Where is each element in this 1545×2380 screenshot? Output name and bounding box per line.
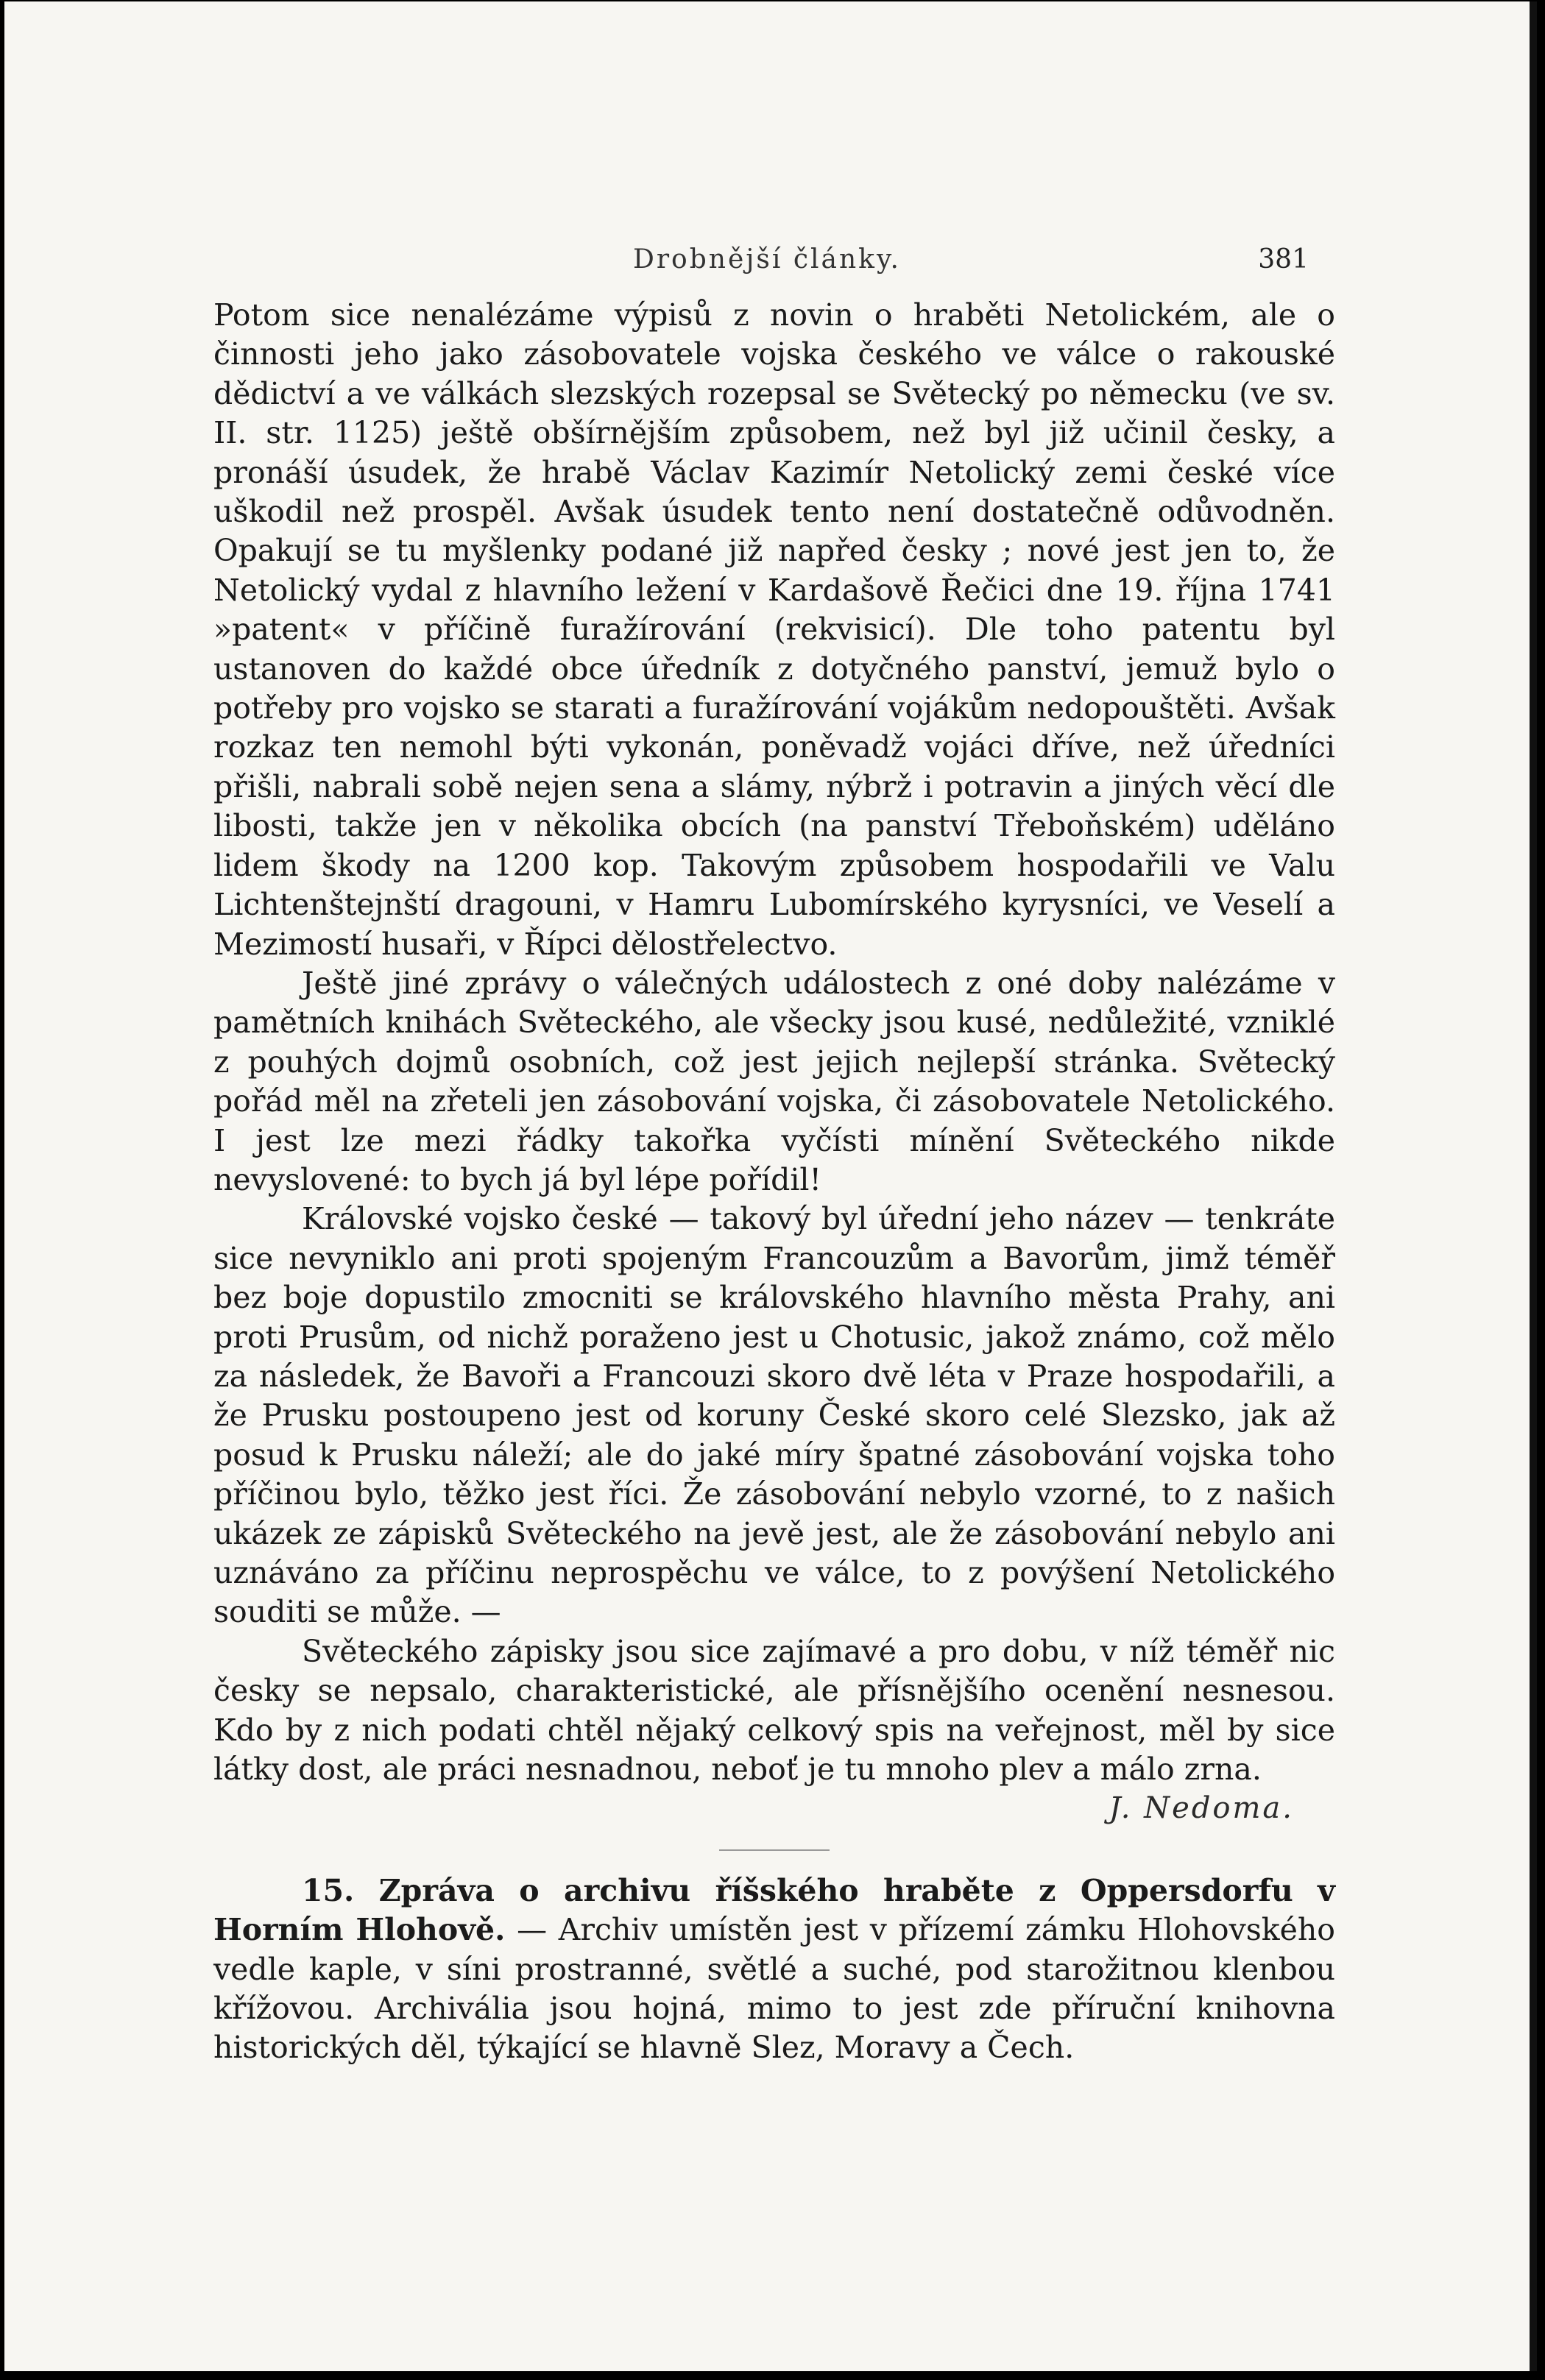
running-head <box>4 244 1530 288</box>
paragraph-4: Světeckého zápisky jsou sice zajímavé a pro dobu, v níž téměř nic česky se nepsalo, charakteristické, ale přísnějšího ocenění nesnesou. Kdo by z nich podati chtěl nějaký celkový spis na veřejnost, měl by sice látky dost, ale práci nesnadnou, neboť je tu mnoho plev a málo zrna. <box>213 1633 1335 1788</box>
body-text <box>213 296 1335 2068</box>
book-page <box>4 1 1537 2371</box>
paragraph-3: Královské vojsko české — takový byl úřední jeho název — tenkráte sice nevyniklo ani proti spojeným Francouzům a Bavorům, jimž téměř bez boje dopustilo zmocniti se královského hlavního města Prahy, ani proti Prusům, od nichž poraženo jest u Chotusic, jakož známo, což mělo za následek, že Bavoři a Francouzi skoro dvě léta v Praze hospodařili, a že Prusku postoupeno jest od koruny České skoro celé Slezsko, jak až posud k Prusku náleží; ale do jaké míry špatné zásobování vojska toho příčinou bylo, těžko jest říci. Že zásobování nebylo vzorné, to z našich ukázek ze zápisků Světeckého na jevě jest, ale že zásobování nebylo ani uznáváno za příčinu neprospěchu ve válce, to z povýšení Netolického souditi se může. — <box>213 1201 1335 1630</box>
article-15-title: 15. Zpráva o archivu říšského hraběte z Oppersdorfu v Horním Hlohově. <box>213 1872 1335 1948</box>
section-divider <box>719 1849 830 1851</box>
article-15-paragraph <box>213 1871 1335 2068</box>
paragraph-1: Potom sice nenalézáme výpisů z novin o hraběti Netolickém, ale o činnosti jeho jako zásobovatele vojska českého ve válce o rakouské dědictví a ve válkách slezských rozepsal se Světecký po německu (ve sv. II. str. 1125) ještě obšírnějším způsobem, než byl již učinil česky, a pronáší úsudek, že hrabě Václav Kazimír Netolický zemi české více uškodil než prospěl. Avšak úsudek tento není dostatečně odůvodněn. Opakují se tu myšlenky podané již napřed česky ; nové jest jen to, že Netolický vydal z hlavního ležení v Kardašově Řečici dne 19. října 1741 »patent« v příčině furažírování (rekvisicí). Dle toho patentu byl ustanoven do každé obce úředník z dotyčného panství, jemuž bylo o potřeby pro vojsko se starati a furažírování vojákům nedopouštěti. Avšak rozkaz ten nemohl býti vykonán, poněvadž vojáci dříve, než úředníci přišli, nabrali sobě nejen sena a slámy, nýbrž i potravin a jiných věcí dle libosti, takže jen v několika obcích (na panství Třeboňském) uděláno lidem škody na 1200 kop. Takovým způsobem hospodařili ve Valu Lichtenštejnští dragouni, v Hamru Lubomírského kyrysníci, ve Veselí a Mezimostí husaři, v Řípci dělostřelectvo. <box>213 297 1335 962</box>
article-15 <box>213 1871 1335 2068</box>
author-signature: J. Nedoma. <box>1109 1791 1294 1826</box>
running-head-title: Drobnější články. <box>632 244 901 275</box>
paragraph-2: Ještě jiné zprávy o válečných událostech z oné doby nalézáme v pamětních knihách Světeckého, ale všecky jsou kusé, nedůležité, vzniklé z pouhých dojmů osobních, což jest jejich nejlepší stránka. Světecký pořád měl na zřeteli jen zásobování vojska, či zásobovatele Netolického. I jest lze mezi řádky takořka vyčísti mínění Světeckého nikde nevyslovené: to bych já byl lépe pořídil! <box>213 965 1335 1197</box>
article-15-text: — Archiv umístěn jest v přízemí zámku Hlohovského vedle kaple, v síni prostranné, světlé a suché, pod starožitnou klenbou křížovou. Archivália jsou hojná, mimo to jest zde příruční knihovna historických děl, týkající se hlavně Slez, Moravy a Čech. <box>213 1912 1335 2066</box>
page-number: 381 <box>1258 244 1309 275</box>
